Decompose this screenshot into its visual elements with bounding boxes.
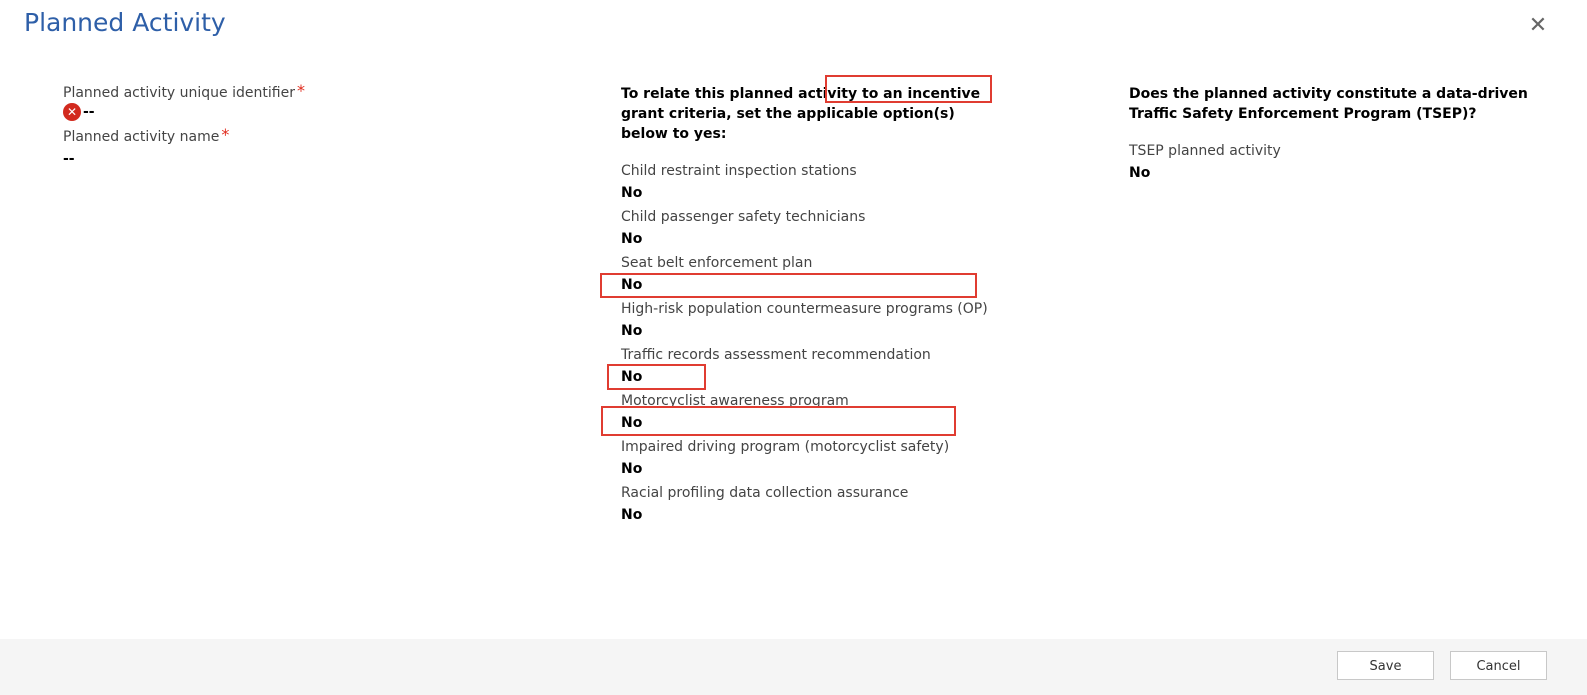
name-label-row bbox=[63, 125, 543, 146]
field-label: Child passenger safety technicians bbox=[621, 209, 866, 225]
field-value[interactable]: No bbox=[621, 323, 643, 339]
error-icon: ✕ bbox=[63, 103, 81, 121]
tsep-heading: Does the planned activity constitute a data-driven Traffic Safety Enforcement Program (TSEP)? bbox=[1129, 86, 1528, 122]
uid-value[interactable]: -- bbox=[83, 104, 95, 120]
uid-value-row bbox=[63, 102, 543, 122]
dialog-footer bbox=[0, 639, 1587, 695]
tsep-label: TSEP planned activity bbox=[1129, 143, 1281, 159]
field-label: Motorcyclist awareness program bbox=[621, 393, 849, 409]
incentive-grant-section bbox=[621, 84, 1091, 526]
field-label: Child restraint inspection stations bbox=[621, 163, 857, 179]
field-label: Impaired driving program (motorcyclist safety) bbox=[621, 439, 950, 455]
uid-label-row bbox=[63, 81, 543, 102]
field-traffic-records bbox=[621, 346, 1091, 386]
field-value[interactable]: No bbox=[621, 415, 643, 431]
field-seat-belt bbox=[621, 254, 1091, 294]
identity-section bbox=[63, 81, 543, 168]
uid-label: Planned activity unique identifier bbox=[63, 85, 295, 101]
tsep-value[interactable]: No bbox=[1129, 165, 1151, 181]
field-impaired-driving bbox=[621, 438, 1091, 478]
field-child-restraint bbox=[621, 162, 1091, 202]
cancel-button[interactable]: Cancel bbox=[1450, 651, 1547, 680]
field-value[interactable]: No bbox=[621, 231, 643, 247]
field-high-risk bbox=[621, 300, 1091, 340]
name-label: Planned activity name bbox=[63, 129, 220, 145]
close-icon[interactable]: ✕ bbox=[1528, 13, 1548, 38]
field-cps-technicians bbox=[621, 208, 1091, 248]
field-label: Racial profiling data collection assurance bbox=[621, 485, 909, 501]
save-button[interactable]: Save bbox=[1337, 651, 1434, 680]
field-value[interactable]: No bbox=[621, 507, 643, 523]
dialog-title: Planned Activity bbox=[24, 8, 226, 37]
field-racial-profiling bbox=[621, 484, 1091, 524]
field-value[interactable]: No bbox=[621, 277, 643, 293]
field-value[interactable]: No bbox=[621, 185, 643, 201]
field-label: High-risk population countermeasure programs (OP) bbox=[621, 301, 988, 317]
field-value[interactable]: No bbox=[621, 461, 643, 477]
field-label: Seat belt enforcement plan bbox=[621, 255, 813, 271]
name-value[interactable]: -- bbox=[63, 151, 75, 167]
field-value[interactable]: No bbox=[621, 369, 643, 385]
field-label: Traffic records assessment recommendation bbox=[621, 347, 931, 363]
field-motorcyclist-awareness bbox=[621, 392, 1091, 432]
tsep-section bbox=[1129, 84, 1549, 182]
required-marker: * bbox=[296, 81, 305, 100]
required-marker: * bbox=[221, 125, 230, 144]
incentive-heading: To relate this planned activity to an incentive grant criteria, set the applicable option(s) below to yes: bbox=[621, 86, 981, 142]
